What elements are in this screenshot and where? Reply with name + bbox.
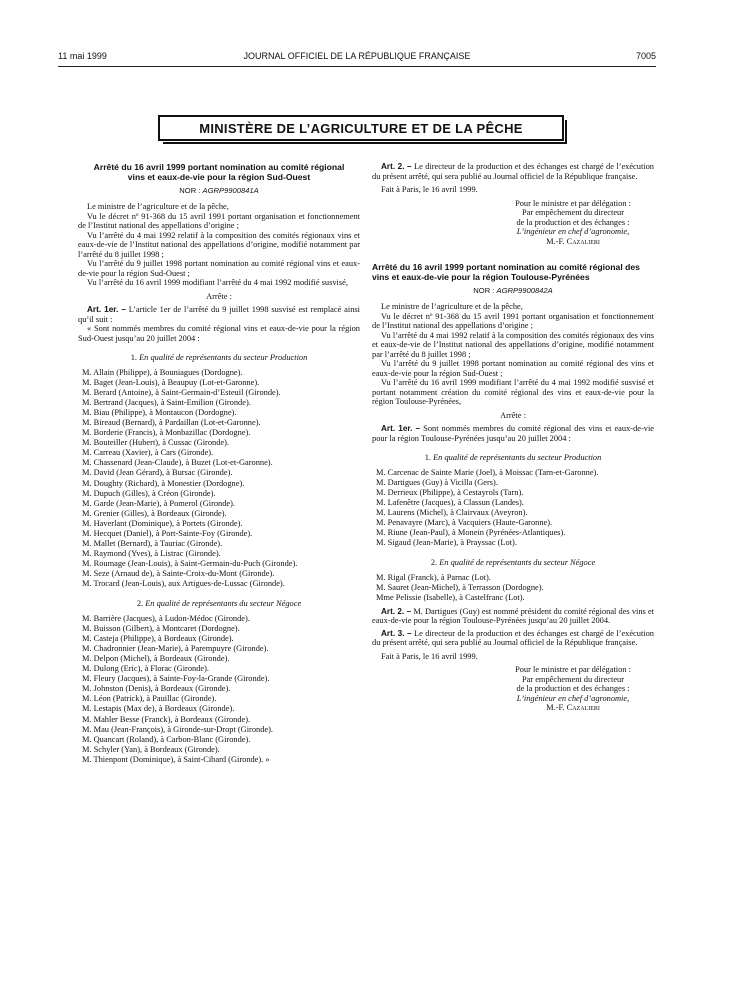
member-entry: M. Bertrand (Jacques), à Saint-Emilion (Gironde). bbox=[82, 398, 251, 408]
fait-a-paris: Fait à Paris, le 16 avril 1999. bbox=[381, 185, 478, 194]
header-page-number: 7005 bbox=[635, 51, 656, 61]
member-entry: M. Mahler Besse (Franck), à Bordeaux (Gironde). bbox=[82, 714, 251, 724]
signature-block bbox=[492, 199, 654, 247]
member-list-production bbox=[376, 468, 654, 548]
preamble-paragraph: Vu le décret nº 91-368 du 15 avril 1991 portant organisation et fonctionnement de l’Institut national des appellations d’origine ; bbox=[372, 311, 654, 330]
running-header bbox=[58, 51, 656, 65]
member-entry: M. Biau (Philippe), à Montaucon (Dordogne). bbox=[82, 408, 237, 418]
article-1 bbox=[78, 305, 360, 324]
member-entry: M. Roumage (Jean-Louis), à Saint-Germain-du-Puch (Gironde). bbox=[82, 558, 298, 568]
member-entry: M. Delpon (Michel), à Bordeaux (Gironde). bbox=[82, 654, 230, 664]
member-entry: M. Fleury (Jacques), à Sainte-Foy-la-Grande (Gironde). bbox=[82, 674, 270, 684]
signature-line: de la production et des échanges : bbox=[516, 684, 630, 694]
member-entry: M. Chadronnier (Jean-Marie), à Parempuyre (Gironde). bbox=[82, 644, 269, 654]
member-entry: M. Mallet (Bernard), à Tauriac (Gironde). bbox=[82, 538, 223, 548]
member-entry: M. Haverlant (Dominique), à Portets (Gironde). bbox=[82, 518, 243, 528]
section-title-negoce: 2. En qualité de représentants du secteur Négoce bbox=[430, 558, 596, 568]
member-entry: M. Johnston (Denis), à Bordeaux (Gironde). bbox=[82, 684, 231, 694]
member-entry: M. Penavayre (Marc), à Vacquiers (Haute-Garonne). bbox=[376, 518, 553, 528]
article-2-president bbox=[372, 607, 654, 626]
member-entry: M. Rigal (Franck), à Parnac (Lot). bbox=[376, 573, 491, 583]
member-entry: M. Carreau (Xavier), à Cars (Gironde). bbox=[82, 448, 214, 458]
preamble bbox=[78, 202, 360, 288]
signature-line: de la production et des échanges : bbox=[516, 217, 630, 227]
right-column bbox=[372, 162, 654, 713]
article-label: Art. 1er. – bbox=[381, 424, 421, 433]
member-list-negoce bbox=[376, 573, 654, 603]
nor-reference bbox=[78, 186, 360, 195]
member-entry: M. Bouteiller (Hubert), à Cussac (Gironde). bbox=[82, 438, 229, 448]
section-title-production: 1. En qualité de représentants du secteur Production bbox=[130, 353, 308, 362]
signature-line: Pour le ministre et par délégation : bbox=[515, 665, 631, 675]
preamble-paragraph: Vu l’arrêté du 9 juillet 1998 portant nomination au comité régional vins et eaux-de-vie pour la région Sud-Ouest ; bbox=[78, 259, 360, 278]
ministry-title: MINISTÈRE DE L’AGRICULTURE ET DE LA PÊCHE bbox=[199, 120, 523, 136]
member-list-negoce bbox=[82, 614, 360, 765]
member-entry: M. Dartigues (Guy) à Vicilla (Gers). bbox=[376, 478, 498, 488]
signature-line: Par empêchement du directeur bbox=[521, 208, 625, 217]
member-list-production bbox=[82, 368, 360, 589]
member-entry: M. Grenier (Gilles), à Bordeaux (Gironde). bbox=[82, 508, 227, 518]
member-entry: M. Borderie (Francis), à Monbazillac (Dordogne). bbox=[82, 428, 251, 438]
member-entry: M. Garde (Jean-Marie), à Pomerol (Gironde). bbox=[82, 498, 236, 508]
member-entry: M. Doughty (Richard), à Monestier (Dordogne). bbox=[82, 478, 245, 488]
member-entry: M. Laurens (Michel), à Clairvaux (Aveyron). bbox=[376, 508, 528, 518]
signatory-name: M.-F. Cazalieri bbox=[546, 236, 600, 246]
ministry-banner bbox=[158, 115, 564, 141]
arrete-heading: Arrête : bbox=[206, 291, 232, 301]
article-label: Art. 1er. – bbox=[87, 305, 126, 314]
member-entry: M. Trocard (Jean-Louis), aux Artigues-de-Lussac (Gironde). bbox=[82, 578, 285, 588]
signature-role: L’ingénieur en chef d’agronomie, bbox=[516, 693, 630, 703]
member-entry: M. Chassenard (Jean-Claude), à Buzet (Lot-et-Garonne). bbox=[82, 458, 273, 468]
section-title-negoce: 2. En qualité de représentants du secteur Négoce bbox=[136, 599, 302, 609]
member-entry: M. Hecquet (Daniel), à Port-Sainte-Foy (Gironde). bbox=[82, 528, 253, 538]
article-1 bbox=[372, 424, 654, 443]
fait-a-paris: Fait à Paris, le 16 avril 1999. bbox=[381, 651, 478, 661]
signature-line: Par empêchement du directeur bbox=[521, 674, 625, 684]
signature-role: L’ingénieur en chef d’agronomie, bbox=[516, 227, 630, 236]
signature-block bbox=[492, 665, 654, 713]
preamble-paragraph: Vu l’arrêté du 4 mai 1992 relatif à la composition des comités régionaux vins et eaux-de-vie de l’Institut national des appellations d’origine, modifié notamment par l’arrêté du 8 juillet 1998 ; bbox=[78, 230, 360, 259]
article-label: Art. 2. – bbox=[381, 162, 412, 171]
member-entry: M. Derrieux (Philippe), à Cestayrols (Tarn). bbox=[376, 488, 524, 498]
member-entry: M. Allain (Philippe), à Bouniagues (Dordogne). bbox=[82, 368, 243, 377]
preamble-paragraph: Vu l’arrêté du 4 mai 1992 relatif à la composition des comités régionaux des vins et eaux-de-vie de l’Institut national des appellations d’origine, modifié notamment par l’arrêté du 8 juillet 1998 ; bbox=[372, 330, 654, 359]
article-text: Le directeur de la production et des échanges est chargé de l’exécution du présent arrêté, qui sera publié au Journal officiel de la République française. bbox=[372, 628, 654, 648]
member-entry: M. David (Jean Gérard), à Bursac (Gironde). bbox=[82, 468, 233, 478]
left-column bbox=[78, 162, 360, 765]
article-text: M. Dartigues (Guy) est nommé président du comité régional des vins et eaux-de-vie pour la région Toulouse-Pyrénées jusqu’au 20 juillet 2004. bbox=[372, 606, 654, 626]
member-entry: M. Casteja (Philippe), à Bordeaux (Gironde). bbox=[82, 634, 234, 644]
preamble-paragraph: Vu l’arrêté du 16 avril 1999 modifiant l’arrêté du 4 mai 1992 modifié susvisé, bbox=[87, 278, 348, 287]
preamble-paragraph: Le ministre de l’agriculture et de la pêche, bbox=[381, 302, 523, 311]
arrete-title-toulouse-pyrenees: Arrêté du 16 avril 1999 portant nomination au comité régional des vins et eaux-de-vie pour la région Toulouse-Pyrénées bbox=[372, 262, 640, 282]
member-entry: M. Lafenêtre (Jacques), à Classun (Landes). bbox=[376, 498, 524, 508]
member-entry: M. Sigaud (Jean-Marie), à Prayssac (Lot). bbox=[376, 538, 517, 548]
nor-code: AGRP9900842A bbox=[496, 286, 553, 295]
member-entry: M. Riune (Jean-Paul), à Monein (Pyrénées-Atlantiques). bbox=[376, 528, 566, 538]
preamble-paragraph: Vu le décret nº 91-368 du 15 avril 1991 portant organisation et fonctionnement de l’Institut national des appellations d’origine ; bbox=[78, 211, 360, 230]
header-rule bbox=[58, 66, 656, 67]
article-text: Le directeur de la production et des échanges est chargé de l’exécution du présent arrêté, qui sera publié au Journal officiel de la République française. bbox=[372, 162, 654, 181]
member-entry: M. Sauret (Jean-Michel), à Terrasson (Dordogne). bbox=[376, 583, 544, 593]
member-entry: M. Léon (Patrick), à Pauillac (Gironde). bbox=[82, 694, 217, 704]
article-label: Art. 3. – bbox=[381, 628, 412, 638]
member-entry: M. Dupuch (Gilles), à Créon (Gironde). bbox=[82, 488, 216, 498]
member-entry: M. Raymond (Yves), à Listrac (Gironde). bbox=[82, 548, 221, 558]
member-entry: M. Thienpont (Dominique), à Saint-Cibard (Gironde). » bbox=[82, 754, 270, 764]
nor-reference bbox=[372, 286, 654, 295]
member-entry: M. Buisson (Gilbert), à Montcaret (Dordogne). bbox=[82, 624, 240, 634]
preamble bbox=[372, 302, 654, 407]
member-entry: M. Lestapis (Max de), à Bordeaux (Gironde). bbox=[82, 704, 235, 714]
member-entry: M. Seze (Arnaud de), à Sainte-Croix-du-Mont (Gironde). bbox=[82, 568, 275, 578]
member-entry: Mme Pelissie (Isabelle), à Castelfranc (Lot). bbox=[376, 593, 525, 603]
preamble-paragraph: Vu l’arrêté du 9 juillet 1998 portant nomination au comité régional des vins et eaux-de-vie pour la région Sud-Ouest ; bbox=[372, 359, 654, 378]
header-date: 11 mai 1999 bbox=[58, 51, 107, 61]
article-3 bbox=[372, 629, 654, 648]
nor-code: AGRP9900841A bbox=[202, 186, 259, 195]
member-entry: M. Barrière (Jacques), à Ludon-Médoc (Gironde). bbox=[82, 614, 250, 624]
member-entry: M. Dulong (Eric), à Florac (Gironde). bbox=[82, 664, 209, 674]
member-entry: M. Berard (Antoine), à Saint-Germain-d’Esteuil (Gironde). bbox=[82, 388, 281, 398]
member-entry: M. Baget (Jean-Louis), à Beaupuy (Lot-et-Garonne). bbox=[82, 378, 260, 388]
arrete-title-sud-ouest: Arrêté du 16 avril 1999 portant nomination au comité régional vins et eaux-de-vie pour la région Sud-Ouest bbox=[93, 162, 345, 182]
article-text: Sont nommés membres du comité régional des vins et eaux-de-vie pour la région Toulouse-Pyrénées jusqu’au 20 juillet 2004 : bbox=[372, 424, 654, 443]
header-journal-title: JOURNAL OFFICIEL DE LA RÉPUBLIQUE FRANÇAISE bbox=[243, 51, 471, 61]
member-entry: M. Quancart (Roland), à Carbon-Blanc (Gironde). bbox=[82, 734, 251, 744]
preamble-paragraph: Le ministre de l’agriculture et de la pêche, bbox=[87, 202, 229, 211]
article-2 bbox=[372, 162, 654, 181]
member-entry: M. Bireaud (Bernard), à Pardaillan (Lot-et-Garonne). bbox=[82, 418, 261, 428]
nor-label: NOR : bbox=[473, 286, 495, 295]
member-entry: M. Carcenac de Sainte Marie (Joel), à Moissac (Tarn-et-Garonne). bbox=[376, 468, 599, 477]
arrete-heading: Arrête : bbox=[500, 410, 526, 420]
preamble-paragraph: Vu l’arrêté du 16 avril 1999 modifiant l’arrêté du 4 mai 1992 modifié susvisé et portant notamment création du comité régional des vins et eaux-de-vie pour la région Toulouse-Pyrénées, bbox=[372, 378, 654, 406]
member-entry: M. Schyler (Yan), à Bordeaux (Gironde). bbox=[82, 744, 220, 754]
signature-line: Pour le ministre et par délégation : bbox=[515, 198, 631, 208]
member-entry: M. Mau (Jean-François), à Gironde-sur-Dropt (Gironde). bbox=[82, 724, 274, 734]
signatory-name: M.-F. Cazalieri bbox=[546, 703, 600, 713]
section-title-production: 1. En qualité de représentants du secteur Production bbox=[424, 453, 602, 462]
article-label: Art. 2. – bbox=[381, 606, 412, 616]
article-text: L’article 1er de l’arrêté du 9 juillet 1998 susvisé est remplacé ainsi qu’il suit : bbox=[78, 305, 360, 324]
article-1-quote: « Sont nommés membres du comité régional vins et eaux-de-vie pour la région Sud-Ouest jusqu’au 20 juillet 2004 : bbox=[78, 324, 360, 343]
nor-label: NOR : bbox=[179, 186, 201, 195]
